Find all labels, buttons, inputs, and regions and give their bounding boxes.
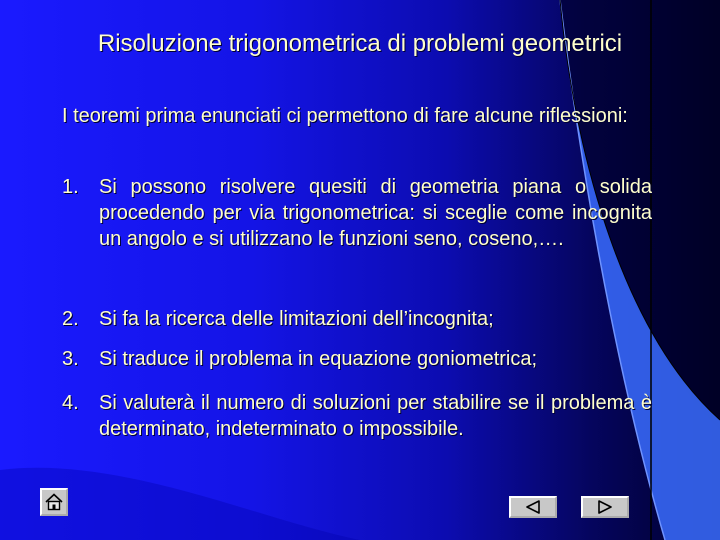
list-item-text: Si possono risolvere quesiti di geometria piana o solida procedendo per via trigonometrica: si sceglie come incognita un angolo e si utilizzano le funzioni seno, coseno,…. [99,176,652,250]
list-item [62,174,652,252]
list-item-number: 3. [62,348,79,370]
list-item [62,306,652,332]
next-slide-button[interactable] [581,496,629,518]
intro-paragraph: I teoremi prima enunciati ci permettono di fare alcune riflessioni: [62,105,628,127]
list-item-text: Si fa la ricerca delle limitazioni dell’incognita; [99,308,494,330]
triangle-left-icon [525,500,541,514]
list-item-text: Si traduce il problema in equazione goniometrica; [99,348,538,370]
list-item-number: 2. [62,308,79,330]
home-icon [45,493,63,511]
triangle-right-icon [597,500,613,514]
list-item-number: 4. [62,392,79,414]
slide-title: Risoluzione trigonometrica di problemi geometrici [97,30,623,57]
list-item [62,346,652,372]
list-item [62,390,652,442]
list-item-number: 1. [62,176,79,198]
previous-slide-button[interactable] [509,496,557,518]
list-item-text: Si valuterà il numero di soluzioni per stabilire se il problema è determinato, indeterminato o impossibile. [99,392,652,440]
home-button[interactable] [40,488,68,516]
